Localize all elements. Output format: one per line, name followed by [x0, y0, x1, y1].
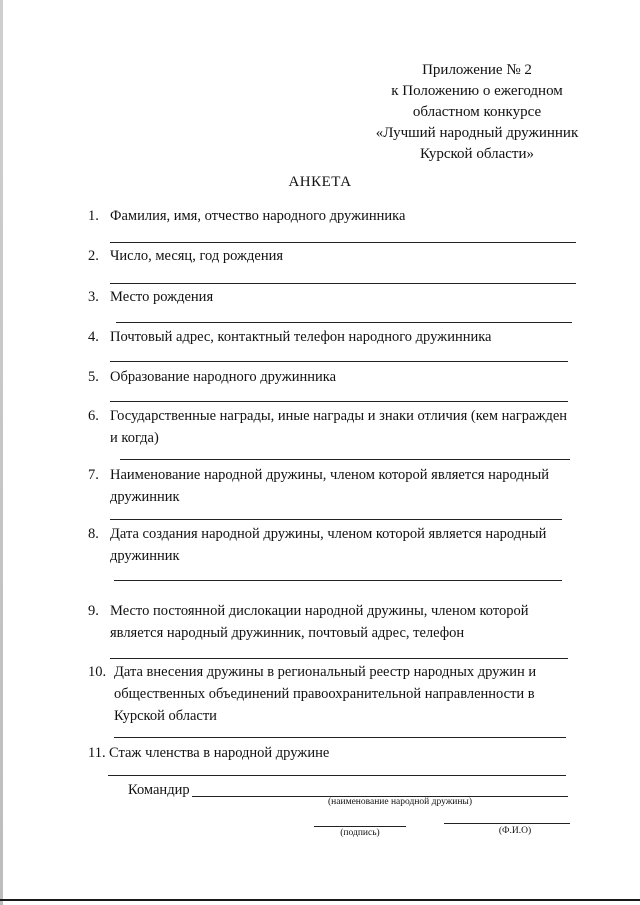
question-item-2 [88, 245, 598, 267]
answer-line-8[interactable] [114, 580, 562, 581]
item-number: 2. [88, 248, 99, 264]
question-item-5 [88, 366, 598, 388]
answer-line-2[interactable] [110, 283, 576, 284]
commander-label: Командир [128, 782, 190, 798]
item-text-line-1: Наименование народной дружины, членом которой является народный [110, 467, 550, 483]
question-item-3 [88, 286, 598, 308]
item-text-line-2: дружинник [110, 548, 180, 564]
document-title: АНКЕТА [288, 174, 352, 190]
item-text-line-2: и когда) [110, 430, 159, 446]
full-name-line[interactable] [444, 823, 570, 824]
item-text-line-2: является народный дружинник, почтовый адрес, телефон [110, 625, 465, 641]
question-item-6 [88, 405, 608, 449]
item-number: 6. [88, 408, 99, 424]
appendix-line-3: областном конкурсе [412, 104, 542, 120]
item-text-line-2: дружинник [110, 489, 180, 505]
scan-bottom-edge [0, 899, 640, 901]
question-item-10 [88, 661, 598, 727]
item-number: 9. [88, 603, 99, 619]
answer-line-10[interactable] [114, 737, 566, 738]
item-text: Место рождения [110, 289, 214, 305]
item-text-line-3: Курской области [114, 708, 217, 724]
appendix-line-5: Курской области» [420, 146, 534, 162]
answer-line-5[interactable] [110, 401, 568, 402]
item-text: Почтовый адрес, контактный телефон народного дружинника [110, 329, 492, 345]
caption-signature: (подпись) [340, 828, 380, 838]
item-number: 10. [88, 664, 107, 680]
item-number: 11. [88, 745, 106, 761]
question-item-8 [88, 523, 598, 567]
question-item-9 [88, 600, 598, 644]
appendix-line-2: к Положению о ежегодном [391, 83, 563, 99]
item-text: Стаж членства в народной дружине [109, 745, 330, 761]
scan-left-edge [0, 0, 3, 905]
appendix-header [362, 60, 592, 165]
appendix-line-4: «Лучший народный дружинник [375, 125, 579, 141]
item-number: 5. [88, 369, 99, 385]
question-item-4 [88, 326, 598, 348]
item-number: 7. [88, 467, 99, 483]
item-number: 8. [88, 526, 99, 542]
answer-line-11[interactable] [108, 775, 566, 776]
answer-line-1[interactable] [110, 242, 576, 243]
answer-line-7[interactable] [110, 519, 562, 520]
appendix-line-1: Приложение № 2 [422, 62, 532, 78]
question-item-1 [88, 205, 598, 227]
answer-line-3[interactable] [116, 322, 572, 323]
item-text: Число, месяц, год рождения [110, 248, 284, 264]
item-text-line-1: Место постоянной дислокации народной дружины, членом которой [110, 603, 529, 619]
signature-line[interactable] [314, 826, 406, 827]
caption-unit-name: (наименование народной дружины) [328, 797, 472, 807]
item-text: Фамилия, имя, отчество народного дружинника [110, 208, 406, 224]
item-number: 1. [88, 208, 99, 224]
answer-line-4[interactable] [110, 361, 568, 362]
item-number: 3. [88, 289, 99, 305]
answer-line-9[interactable] [110, 658, 568, 659]
caption-full-name: (Ф.И.О) [498, 826, 532, 836]
item-text-line-2: общественных объединений правоохранительной направленности в [114, 686, 535, 702]
question-item-7 [88, 464, 598, 508]
question-item-11 [88, 742, 598, 764]
item-text-line-1: Государственные награды, иные награды и знаки отличия (кем награжден [110, 408, 568, 424]
item-text-line-1: Дата внесения дружины в региональный реестр народных дружин и [114, 664, 537, 680]
item-text-line-1: Дата создания народной дружины, членом которой является народный [110, 526, 547, 542]
item-text: Образование народного дружинника [110, 369, 337, 385]
answer-line-6[interactable] [120, 459, 570, 460]
item-number: 4. [88, 329, 99, 345]
